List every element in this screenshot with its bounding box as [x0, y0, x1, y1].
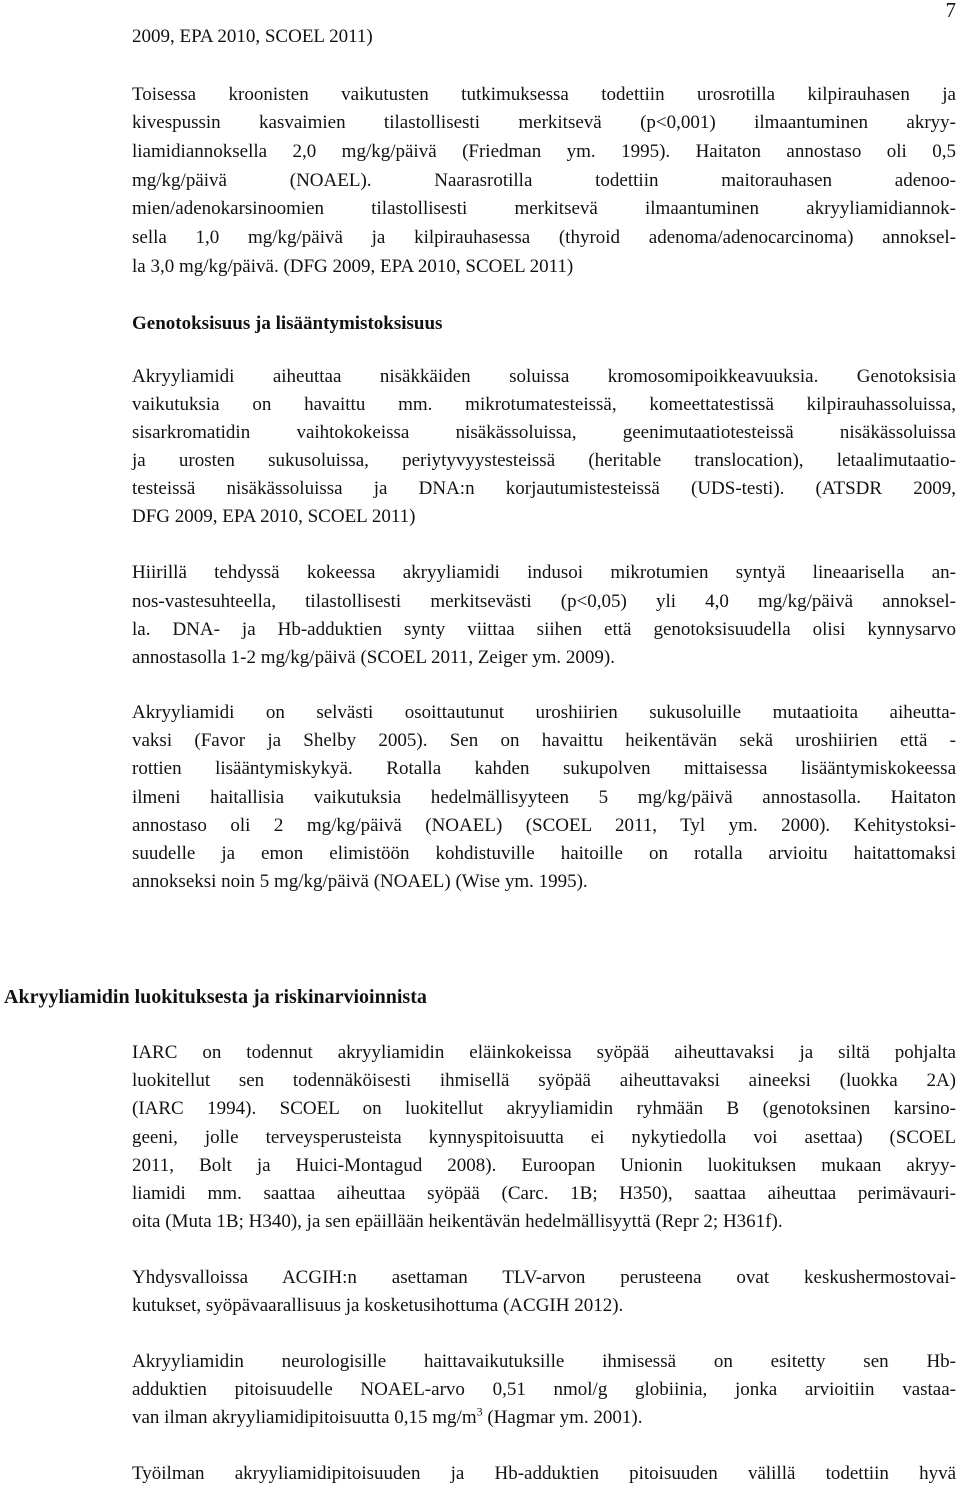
text-line: sella 1,0 mg/kg/päivä ja kilpirauhasessa (thyroid adenoma/adenocarcinoma) annoksel-	[132, 227, 956, 248]
text-line: suudelle ja emon elimistöön kohdistuville haitoille on rotalla arvioitu haitattomaksi	[132, 843, 956, 864]
text-line: Yhdysvalloissa ACGIH:n asettaman TLV-arvon perusteena ovat keskushermostovai-	[132, 1267, 956, 1288]
text-line: rottien lisääntymiskykyä. Rotalla kahden sukupolven mittaisessa lisääntymiskokeessa	[132, 758, 956, 779]
text-line: annostasolla 1-2 mg/kg/päivä (SCOEL 2011, Zeiger ym. 2009).	[132, 647, 616, 668]
text-line: kivespussin kasvaimien tilastollisesti merkitsevä (p<0,001) ilmaantuminen akryy-	[132, 112, 956, 133]
text-line: 2011, Bolt ja Huici-Montagud 2008). Euroopan Unionin luokituksen mukaan akryy-	[132, 1155, 956, 1176]
superscript: 3	[476, 1404, 483, 1419]
text-line: mg/kg/päivä (NOAEL). Naarasrotilla todettiin maitorauhasen adenoo-	[132, 170, 956, 191]
text-line: IARC on todennut akryyliamidin eläinkokeissa syöpää aiheuttavaksi ja siltä pohjalta	[132, 1042, 956, 1063]
text-line: ilmeni haitallisia vaikutuksia hedelmällisyyteen 5 mg/kg/päivä annostasolla. Haitaton	[132, 787, 956, 808]
text-line: testeissä nisäkässoluissa ja DNA:n korjautumistesteissä (UDS-testi). (ATSDR 2009,	[132, 478, 956, 499]
text-line: Akryyliamidi on selvästi osoittautunut uroshiirien sukusoluille mutaatioita aiheutta-	[132, 702, 956, 723]
text-line: DFG 2009, EPA 2010, SCOEL 2011)	[132, 506, 416, 527]
text-line: liamidi mm. saattaa aiheuttaa syöpää (Carc. 1B; H350), saattaa aiheuttaa perimävauri-	[132, 1183, 956, 1204]
text-line: la. DNA- ja Hb-adduktien synty viittaa siihen että genotoksisuudella olisi kynnysarvo	[132, 619, 956, 640]
chapter-heading: Akryyliamidin luokituksesta ja riskinarvioinnista	[4, 986, 427, 1008]
text-line: oita (Muta 1B; H340), ja sen epäillään heikentävän hedelmällisyyttä (Repr 2; H361f).	[132, 1211, 783, 1232]
text-fragment: van ilman akryyliamidipitoisuutta 0,15 mg/m	[132, 1407, 477, 1428]
text-line: annokseksi noin 5 mg/kg/päivä (NOAEL) (Wise ym. 1995).	[132, 871, 588, 892]
text-line: vaikutuksia on havaittu mm. mikrotumatesteissä, komeettatestissä kilpirauhassoluissa,	[132, 394, 956, 415]
text-line: la 3,0 mg/kg/päivä. (DFG 2009, EPA 2010, SCOEL 2011)	[132, 256, 574, 277]
text-line: 2009, EPA 2010, SCOEL 2011)	[132, 26, 373, 47]
text-line: mien/adenokarsinoomien tilastollisesti merkitsevä ilmaantuminen akryyliamidiannok-	[132, 198, 956, 219]
text-line: Työilman akryyliamidipitoisuuden ja Hb-adduktien pitoisuuden välillä todettiin hyvä	[132, 1463, 956, 1484]
section-heading: Genotoksisuus ja lisääntymistoksisuus	[132, 313, 443, 334]
text-line: ja urosten sukusoluissa, periytyvyystesteissä (heritable translocation), letaalimutaatio-	[132, 450, 956, 471]
text-fragment: (Hagmar ym. 2001).	[482, 1407, 643, 1428]
text-line: Toisessa kroonisten vaikutusten tutkimuksessa todettiin urosrotilla kilpirauhasen ja	[132, 84, 956, 105]
text-line: Akryyliamidi aiheuttaa nisäkkäiden soluissa kromosomipoikkeavuuksia. Genotoksisia	[132, 366, 956, 387]
text-line: adduktien pitoisuudelle NOAEL-arvo 0,51 nmol/g globiinia, jonka arvioitiin vastaa-	[132, 1379, 956, 1400]
text-line: (IARC 1994). SCOEL on luokitellut akryyliamidin ryhmään B (genotoksinen karsino-	[132, 1098, 956, 1119]
text-line: liamidiannoksella 2,0 mg/kg/päivä (Friedman ym. 1995). Haitaton annostaso oli 0,5	[132, 141, 956, 162]
text-line: luokitellut sen todennäköisesti ihmisellä syöpää aiheuttavaksi aineeksi (luokka 2A)	[132, 1070, 956, 1091]
text-line: annostaso oli 2 mg/kg/päivä (NOAEL) (SCOEL 2011, Tyl ym. 2000). Kehitystoksi-	[132, 815, 956, 836]
page-number: 7	[945, 0, 956, 22]
text-line: geeni, jolle terveysperusteista kynnyspitoisuutta ei nykytiedolla voi asettaa) (SCOEL	[132, 1127, 956, 1148]
text-line: sisarkromatidin vaihtokokeissa nisäkässoluissa, geenimutaatiotesteissä nisäkässoluissa	[132, 422, 956, 443]
text-line	[132, 1405, 643, 1431]
text-line: vaksi (Favor ja Shelby 2005). Sen on havaittu heikentävän sekä uroshiirien että -	[132, 730, 956, 751]
text-line: Hiirillä tehdyssä kokeessa akryyliamidi indusoi mikrotumien syntyä lineaarisella an-	[132, 562, 956, 583]
text-line: Akryyliamidin neurologisille haittavaikutuksille ihmisessä on esitetty sen Hb-	[132, 1351, 956, 1372]
text-line: kutukset, syöpävaarallisuus ja kosketusihottuma (ACGIH 2012).	[132, 1295, 624, 1316]
text-line: nos-vastesuhteella, tilastollisesti merkitsevästi (p<0,05) yli 4,0 mg/kg/päivä annoksel-	[132, 591, 956, 612]
